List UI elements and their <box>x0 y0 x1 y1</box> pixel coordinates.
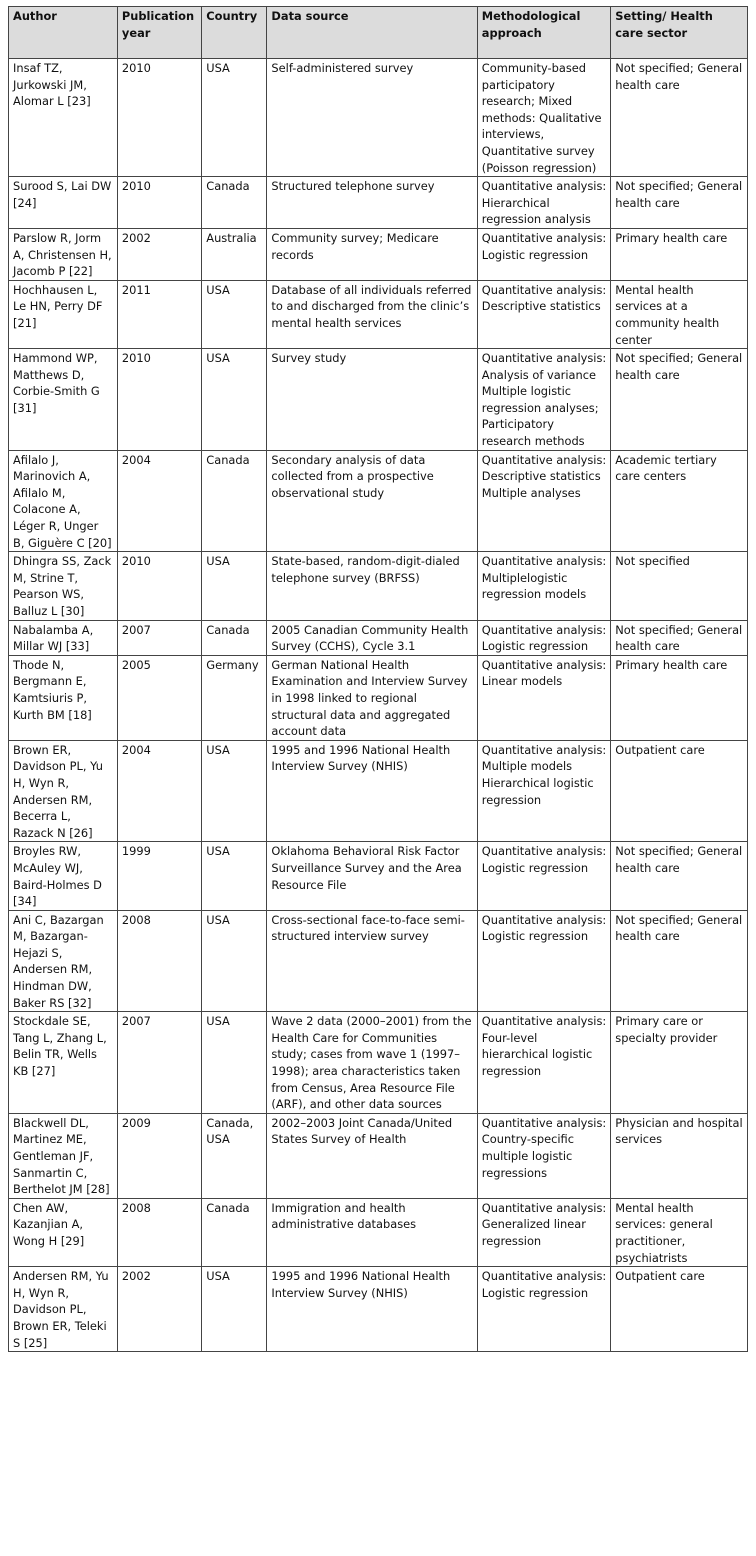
cell-author: Dhingra SS, Zack M, Strine T, Pearson WS, Balluz L [30] <box>9 552 118 620</box>
cell-approach: Quantitative analysis: Hierarchical regression analysis <box>477 177 610 229</box>
header-author: Author <box>9 7 118 59</box>
cell-data-source: 1995 and 1996 National Health Interview Survey (NHIS) <box>267 740 477 842</box>
table-row <box>9 842 748 910</box>
cell-country: USA <box>202 1012 267 1114</box>
cell-country: USA <box>202 740 267 842</box>
cell-data-source: Immigration and health administrative databases <box>267 1198 477 1266</box>
cell-author: Insaf TZ, Jurkowski JM, Alomar L [23] <box>9 59 118 177</box>
cell-data-source: Cross-sectional face-to-face semi-structured interview survey <box>267 910 477 1012</box>
table-row <box>9 1198 748 1266</box>
cell-year: 2005 <box>117 655 201 740</box>
cell-data-source: Secondary analysis of data collected from a prospective observational study <box>267 450 477 552</box>
cell-setting: Not specified; General health care <box>611 177 748 229</box>
cell-approach: Quantitative analysis: Analysis of variance Multiple logistic regression analyses; Participatory research methods <box>477 349 610 451</box>
table-row <box>9 59 748 177</box>
cell-approach: Quantitative analysis: Descriptive statistics Multiple analyses <box>477 450 610 552</box>
cell-approach: Community-based participatory research; Mixed methods: Qualitative interviews, Quantitative survey (Poisson regression) <box>477 59 610 177</box>
cell-data-source: German National Health Examination and Interview Survey in 1998 linked to regional structural data and aggregated account data <box>267 655 477 740</box>
cell-approach: Quantitative analysis: Linear models <box>477 655 610 740</box>
cell-author: Thode N, Bergmann E, Kamtsiuris P, Kurth BM [18] <box>9 655 118 740</box>
cell-setting: Primary health care <box>611 655 748 740</box>
cell-year: 2011 <box>117 280 201 348</box>
cell-approach: Quantitative analysis: Logistic regression <box>477 1267 610 1352</box>
table-row <box>9 349 748 451</box>
table-row <box>9 280 748 348</box>
cell-country: USA <box>202 280 267 348</box>
studies-table <box>8 6 748 1352</box>
header-row <box>9 7 748 59</box>
cell-year: 2002 <box>117 1267 201 1352</box>
cell-author: Parslow R, Jorm A, Christensen H, Jacomb P [22] <box>9 228 118 280</box>
cell-setting: Not specified; General health care <box>611 59 748 177</box>
cell-data-source: Community survey; Medicare records <box>267 228 477 280</box>
cell-country: Canada, USA <box>202 1113 267 1198</box>
cell-approach: Quantitative analysis: Logistic regression <box>477 842 610 910</box>
cell-author: Stockdale SE, Tang L, Zhang L, Belin TR, Wells KB [27] <box>9 1012 118 1114</box>
cell-approach: Quantitative analysis: Logistic regression <box>477 228 610 280</box>
cell-year: 1999 <box>117 842 201 910</box>
table-row <box>9 1267 748 1352</box>
cell-data-source: Oklahoma Behavioral Risk Factor Surveillance Survey and the Area Resource File <box>267 842 477 910</box>
cell-approach: Quantitative analysis: Four-level hierarchical logistic regression <box>477 1012 610 1114</box>
cell-data-source: Wave 2 data (2000–2001) from the Health Care for Communities study; cases from wave 1 (1997–1998); area characteristics taken from Census, Area Resource File (ARF), and other data sources <box>267 1012 477 1114</box>
table-row <box>9 552 748 620</box>
cell-author: Nabalamba A, Millar WJ [33] <box>9 620 118 655</box>
cell-data-source: Self-administered survey <box>267 59 477 177</box>
cell-country: USA <box>202 349 267 451</box>
cell-year: 2010 <box>117 59 201 177</box>
cell-author: Afilalo J, Marinovich A, Afilalo M, Colacone A, Léger R, Unger B, Giguère C [20] <box>9 450 118 552</box>
cell-country: Canada <box>202 620 267 655</box>
cell-country: Canada <box>202 450 267 552</box>
cell-approach: Quantitative analysis: Logistic regression <box>477 620 610 655</box>
table-row <box>9 620 748 655</box>
table-row <box>9 910 748 1012</box>
cell-country: USA <box>202 1267 267 1352</box>
cell-approach: Quantitative analysis: Logistic regression <box>477 910 610 1012</box>
cell-year: 2002 <box>117 228 201 280</box>
cell-setting: Mental health services at a community health center <box>611 280 748 348</box>
cell-author: Hammond WP, Matthews D, Corbie-Smith G [31] <box>9 349 118 451</box>
cell-approach: Quantitative analysis: Country-specific multiple logistic regressions <box>477 1113 610 1198</box>
cell-data-source: 2005 Canadian Community Health Survey (CCHS), Cycle 3.1 <box>267 620 477 655</box>
table-row <box>9 450 748 552</box>
cell-author: Surood S, Lai DW [24] <box>9 177 118 229</box>
cell-data-source: Database of all individuals referred to and discharged from the clinic’s mental health services <box>267 280 477 348</box>
cell-country: Canada <box>202 1198 267 1266</box>
cell-setting: Outpatient care <box>611 740 748 842</box>
cell-setting: Primary care or specialty provider <box>611 1012 748 1114</box>
cell-setting: Not specified; General health care <box>611 349 748 451</box>
table-row <box>9 228 748 280</box>
cell-author: Blackwell DL, Martinez ME, Gentleman JF, Sanmartin C, Berthelot JM [28] <box>9 1113 118 1198</box>
cell-year: 2010 <box>117 552 201 620</box>
cell-author: Andersen RM, Yu H, Wyn R, Davidson PL, Brown ER, Teleki S [25] <box>9 1267 118 1352</box>
cell-setting: Not specified; General health care <box>611 910 748 1012</box>
cell-author: Chen AW, Kazanjian A, Wong H [29] <box>9 1198 118 1266</box>
cell-year: 2009 <box>117 1113 201 1198</box>
table-body <box>9 59 748 1352</box>
cell-author: Brown ER, Davidson PL, Yu H, Wyn R, Andersen RM, Becerra L, Razack N [26] <box>9 740 118 842</box>
cell-data-source: 2002–2003 Joint Canada/United States Survey of Health <box>267 1113 477 1198</box>
header-data-source: Data source <box>267 7 477 59</box>
cell-data-source: Structured telephone survey <box>267 177 477 229</box>
cell-country: USA <box>202 910 267 1012</box>
cell-author: Ani C, Bazargan M, Bazargan-Hejazi S, Andersen RM, Hindman DW, Baker RS [32] <box>9 910 118 1012</box>
table-row <box>9 655 748 740</box>
header-methodological-approach: Methodological approach <box>477 7 610 59</box>
cell-approach: Quantitative analysis: Multiple models Hierarchical logistic regression <box>477 740 610 842</box>
cell-setting: Academic tertiary care centers <box>611 450 748 552</box>
cell-year: 2007 <box>117 1012 201 1114</box>
cell-country: Australia <box>202 228 267 280</box>
cell-setting: Not specified; General health care <box>611 842 748 910</box>
cell-setting: Outpatient care <box>611 1267 748 1352</box>
cell-approach: Quantitative analysis: Descriptive statistics <box>477 280 610 348</box>
cell-setting: Not specified; General health care <box>611 620 748 655</box>
cell-approach: Quantitative analysis: Generalized linear regression <box>477 1198 610 1266</box>
cell-country: Germany <box>202 655 267 740</box>
header-country: Country <box>202 7 267 59</box>
cell-year: 2007 <box>117 620 201 655</box>
cell-year: 2004 <box>117 450 201 552</box>
table-row <box>9 1113 748 1198</box>
cell-country: USA <box>202 842 267 910</box>
table-row <box>9 1012 748 1114</box>
header-publication-year: Publication year <box>117 7 201 59</box>
cell-author: Hochhausen L, Le HN, Perry DF [21] <box>9 280 118 348</box>
cell-setting: Physician and hospital services <box>611 1113 748 1198</box>
cell-country: USA <box>202 552 267 620</box>
cell-country: Canada <box>202 177 267 229</box>
cell-year: 2010 <box>117 177 201 229</box>
cell-author: Broyles RW, McAuley WJ, Baird-Holmes D [34] <box>9 842 118 910</box>
table-row <box>9 177 748 229</box>
cell-approach: Quantitative analysis: Multiplelogistic regression models <box>477 552 610 620</box>
header-setting: Setting/ Health care sector <box>611 7 748 59</box>
cell-country: USA <box>202 59 267 177</box>
cell-data-source: State-based, random-digit-dialed telephone survey (BRFSS) <box>267 552 477 620</box>
cell-data-source: Survey study <box>267 349 477 451</box>
cell-setting: Mental health services: general practitioner, psychiatrists <box>611 1198 748 1266</box>
cell-year: 2008 <box>117 1198 201 1266</box>
cell-year: 2004 <box>117 740 201 842</box>
cell-year: 2010 <box>117 349 201 451</box>
cell-setting: Not specified <box>611 552 748 620</box>
cell-setting: Primary health care <box>611 228 748 280</box>
table-row <box>9 740 748 842</box>
cell-data-source: 1995 and 1996 National Health Interview Survey (NHIS) <box>267 1267 477 1352</box>
cell-year: 2008 <box>117 910 201 1012</box>
